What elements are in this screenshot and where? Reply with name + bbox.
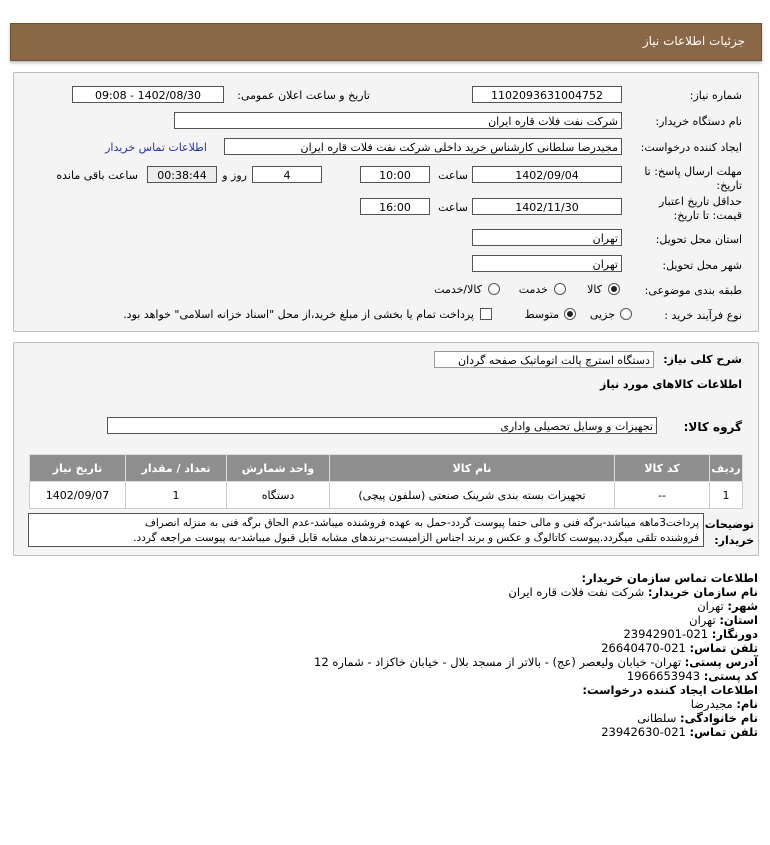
col-qty-header: تعداد / مقدار [126, 455, 227, 482]
deadline-date-field: 1402/09/04 [472, 166, 622, 183]
days-field: 4 [252, 166, 322, 183]
process-minor-label: جزیی [589, 308, 615, 321]
col-code-header: کد کالا [615, 455, 710, 482]
contact-phone: تلفن تماس: 021-26640470 [601, 641, 758, 655]
table-row [30, 482, 743, 509]
city-label: شهر محل تحویل: [662, 259, 742, 272]
notes-line-1: پرداخت3ماهه میباشد-برگه فنی و مالی حتما پیوست گردد-حمل به عهده فروشنده میباشد-عدم الحاق برگه فنی به منزله انصراف [144, 517, 699, 529]
table-header-row [30, 455, 743, 482]
goods-info-title: اطلاعات کالاهای مورد نیاز [600, 378, 742, 391]
deadline-time-field: 10:00 [360, 166, 430, 183]
col-name-header: نام کالا [330, 455, 615, 482]
summary-field: دستگاه استرچ پالت اتوماتیک صفحه گردان [434, 351, 654, 368]
creator-field: مجیدرضا سلطانی کارشناس خرید داخلی شرکت نفت فلات قاره ایران [224, 138, 622, 155]
category-both-label: کالا/خدمت [434, 283, 482, 296]
category-service-radio[interactable] [554, 283, 566, 295]
creator-info-title: اطلاعات ایجاد کننده درخواست: [582, 683, 758, 697]
category-service-label: خدمت [518, 283, 548, 296]
treasury-text: پرداخت تمام یا بخشی از مبلغ خرید،از محل "اسناد خزانه اسلامی" خواهد بود. [123, 308, 474, 321]
contact-fax: دورنگار: 021-23942901 [623, 627, 758, 641]
process-medium-radio[interactable] [564, 308, 576, 320]
goods-group-label: گروه کالا: [683, 420, 742, 434]
creator-last-name: نام خانوادگی: سلطانی [637, 711, 758, 725]
buyer-label: نام دستگاه خریدار: [655, 115, 742, 128]
process-label: نوع فرآیند خرید : [664, 309, 742, 322]
contact-province: استان: تهران [689, 613, 758, 627]
buyer-contact-link[interactable]: اطلاعات تماس خریدار [105, 141, 207, 154]
notes-label-2: خریدار: [714, 534, 754, 547]
creator-first-name: نام: مجیدرضا [690, 697, 758, 711]
validity-label-2: قیمت: تا تاریخ: [673, 209, 742, 222]
contact-title: اطلاعات تماس سازمان خریدار: [581, 571, 758, 585]
validity-date-field: 1402/11/30 [472, 198, 622, 215]
remaining-label: ساعت باقی مانده [56, 169, 138, 182]
goods-group-field: تجهیزات و وسایل تحصیلی واداری [107, 417, 657, 434]
category-both-radio[interactable] [488, 283, 500, 295]
category-goods-radio[interactable] [608, 283, 620, 295]
contact-org: نام سازمان خریدار: شرکت نفت فلات قاره ایران [508, 585, 758, 599]
category-label: طبقه بندی موضوعی: [644, 284, 742, 297]
page-header [10, 23, 762, 61]
buyer-field: شرکت نفت فلات قاره ایران [174, 112, 622, 129]
cell-date: 1402/09/07 [30, 482, 126, 509]
validity-label: حداقل تاریخ اعتبار [658, 195, 742, 208]
goods-table [29, 454, 743, 509]
need-number-field: 1102093631004752 [472, 86, 622, 103]
validity-time-label: ساعت [438, 201, 468, 214]
deadline-label: مهلت ارسال پاسخ: تا [644, 165, 742, 178]
deadline-time-label: ساعت [438, 169, 468, 182]
province-label: استان محل تحویل: [655, 233, 742, 246]
creator-label: ایجاد کننده درخواست: [640, 141, 742, 154]
treasury-checkbox[interactable] [480, 308, 492, 320]
announce-field: 1402/08/30 - 09:08 [72, 86, 224, 103]
contact-address: آدرس پستی: تهران- خیابان ولیعصر (عج) - بالاتر از مسجد بلال - خیابان خاکزاد - شماره 12 [314, 655, 758, 669]
contact-postal: کد پستی: 1966653943 [626, 669, 758, 683]
col-date-header: تاریخ نیاز [30, 455, 126, 482]
creator-phone: تلفن تماس: 021-23942630 [601, 725, 758, 739]
cell-unit: دستگاه [227, 482, 330, 509]
category-goods-label: کالا [587, 283, 602, 296]
contact-city: شهر: تهران [697, 599, 758, 613]
city-field: تهران [472, 255, 622, 272]
cell-row: 1 [710, 482, 743, 509]
process-minor-radio[interactable] [620, 308, 632, 320]
summary-label: شرح کلی نیاز: [663, 353, 742, 366]
col-row-header: ردیف [710, 455, 743, 482]
need-number-label: شماره نیاز: [689, 89, 742, 102]
announce-label: تاریخ و ساعت اعلان عمومی: [237, 89, 370, 102]
cell-name: تجهیزات بسته بندی شرینک صنعتی (سلفون پیچی) [330, 482, 615, 509]
col-unit-header: واحد شمارش [227, 455, 330, 482]
remaining-time-field: 00:38:44 [147, 166, 217, 183]
days-label: روز و [222, 169, 247, 182]
page-title: جزئیات اطلاعات نیاز [642, 34, 745, 48]
cell-qty: 1 [126, 482, 227, 509]
deadline-label-2: تاریخ: [716, 179, 742, 192]
validity-time-field: 16:00 [360, 198, 430, 215]
process-medium-label: متوسط [524, 308, 559, 321]
notes-box [28, 513, 704, 547]
notes-label: توضیحات [704, 518, 754, 531]
cell-code: -- [615, 482, 710, 509]
notes-line-2: فروشنده تلقی میگردد.پیوست کاتالوگ و عکس و برند اجناس الزامیست-برندهای مشابه قابل قبول میباشد-به پیوست مراجعه گردد. [133, 532, 699, 544]
province-field: تهران [472, 229, 622, 246]
